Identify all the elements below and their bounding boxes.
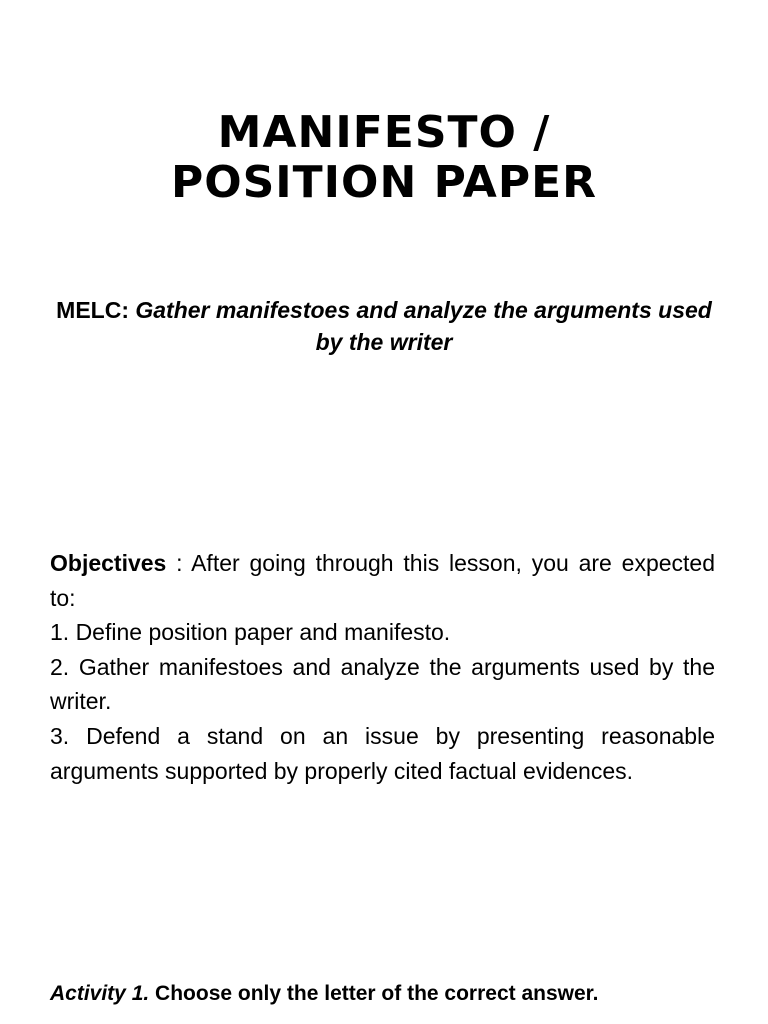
- objectives-section: [50, 546, 715, 788]
- title-line-2: POSITION PAPER: [170, 157, 598, 208]
- objective-item-2: 2. Gather manifestoes and analyze the arguments used by the writer.: [50, 653, 715, 715]
- title-line-1: MANIFESTO /: [217, 107, 551, 158]
- objectives-intro-text: : After going through this lesson, you are expected to:: [50, 550, 715, 611]
- objectives-label: Objectives: [50, 550, 167, 576]
- page-title: [0, 108, 768, 208]
- activity-label: Activity 1.: [50, 982, 150, 1005]
- objective-item-3: 3. Defend a stand on an issue by presenting reasonable arguments supported by properly cited factual evidences.: [50, 722, 715, 784]
- melc-statement: [40, 294, 728, 358]
- objectives-intro: [50, 546, 715, 615]
- melc-text: Gather manifestoes and analyze the arguments used by the writer: [135, 297, 712, 355]
- activity-instruction: Choose only the letter of the correct answer.: [149, 982, 599, 1005]
- melc-label: MELC:: [56, 297, 129, 323]
- activity-heading: [50, 978, 740, 1010]
- objective-item-1: 1. Define position paper and manifesto.: [50, 619, 451, 646]
